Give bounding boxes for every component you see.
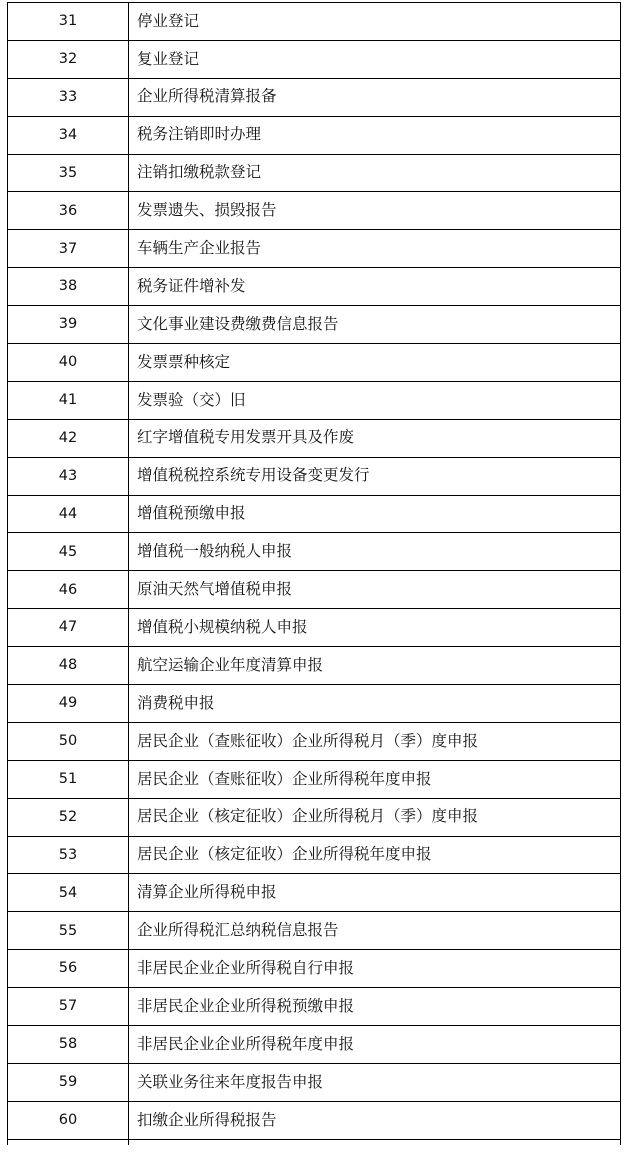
row-number: 34	[8, 116, 129, 154]
row-number: 35	[8, 154, 129, 192]
table-row	[8, 1101, 621, 1139]
row-number: 60	[8, 1101, 129, 1139]
table-row	[8, 268, 621, 306]
row-number	[8, 1139, 129, 1145]
table-row	[8, 1063, 621, 1101]
table-row	[8, 154, 621, 192]
table-row	[8, 647, 621, 685]
table-row	[8, 381, 621, 419]
table-row	[8, 116, 621, 154]
row-item-name: 企业所得税清算报备	[129, 78, 621, 116]
row-number: 37	[8, 230, 129, 268]
table-row	[8, 230, 621, 268]
row-number: 41	[8, 381, 129, 419]
row-number: 42	[8, 419, 129, 457]
row-number: 45	[8, 533, 129, 571]
row-number: 32	[8, 40, 129, 78]
row-number: 55	[8, 912, 129, 950]
row-number: 36	[8, 192, 129, 230]
table-row	[8, 685, 621, 723]
row-number: 59	[8, 1063, 129, 1101]
table-row	[8, 192, 621, 230]
row-item-name: 增值税一般纳税人申报	[129, 533, 621, 571]
table-row	[8, 344, 621, 382]
items-table	[7, 2, 621, 1145]
row-item-name: 文化事业建设费缴费信息报告	[129, 306, 621, 344]
table-row	[8, 874, 621, 912]
table-row-cut-off	[8, 1139, 621, 1145]
row-item-name: 居民企业（查账征收）企业所得税月（季）度申报	[129, 722, 621, 760]
table-row	[8, 3, 621, 41]
row-item-name: 车辆生产企业报告	[129, 230, 621, 268]
row-item-name: 关联业务往来年度报告申报	[129, 1063, 621, 1101]
row-item-name: 停业登记	[129, 3, 621, 41]
table-body	[8, 3, 621, 1146]
row-number: 43	[8, 457, 129, 495]
row-item-name: 居民企业（核定征收）企业所得税月（季）度申报	[129, 798, 621, 836]
row-number: 56	[8, 950, 129, 988]
row-item-name: 居民企业（核定征收）企业所得税年度申报	[129, 836, 621, 874]
row-number: 47	[8, 609, 129, 647]
row-number: 57	[8, 988, 129, 1026]
row-item-name: 非居民企业企业所得税年度申报	[129, 1026, 621, 1064]
table-row	[8, 78, 621, 116]
table-row	[8, 760, 621, 798]
row-item-name: 增值税小规模纳税人申报	[129, 609, 621, 647]
row-number: 58	[8, 1026, 129, 1064]
row-number: 31	[8, 3, 129, 41]
row-item-name: 航空运输企业年度清算申报	[129, 647, 621, 685]
table-row	[8, 571, 621, 609]
row-item-name: 复业登记	[129, 40, 621, 78]
row-item-name: 增值税税控系统专用设备变更发行	[129, 457, 621, 495]
row-number: 50	[8, 722, 129, 760]
row-item-name: 非居民企业企业所得税预缴申报	[129, 988, 621, 1026]
row-number: 53	[8, 836, 129, 874]
row-number: 39	[8, 306, 129, 344]
row-number: 46	[8, 571, 129, 609]
row-item-name: 发票验（交）旧	[129, 381, 621, 419]
table-row	[8, 722, 621, 760]
row-number: 54	[8, 874, 129, 912]
table-row	[8, 419, 621, 457]
table-row	[8, 495, 621, 533]
row-number: 51	[8, 760, 129, 798]
row-number: 48	[8, 647, 129, 685]
table-row	[8, 798, 621, 836]
row-item-name: 注销扣缴税款登记	[129, 154, 621, 192]
row-number: 40	[8, 344, 129, 382]
items-table-container	[7, 2, 621, 1145]
table-row	[8, 457, 621, 495]
table-row	[8, 533, 621, 571]
row-number: 44	[8, 495, 129, 533]
row-item-name: 消费税申报	[129, 685, 621, 723]
table-row	[8, 609, 621, 647]
row-item-name: 增值税预缴申报	[129, 495, 621, 533]
table-row	[8, 1026, 621, 1064]
table-row	[8, 988, 621, 1026]
row-number: 33	[8, 78, 129, 116]
row-item-name: 税务证件增补发	[129, 268, 621, 306]
row-item-name: 发票票种核定	[129, 344, 621, 382]
table-row	[8, 306, 621, 344]
row-number: 38	[8, 268, 129, 306]
table-row	[8, 836, 621, 874]
table-row	[8, 950, 621, 988]
row-item-name: 原油天然气增值税申报	[129, 571, 621, 609]
table-row	[8, 912, 621, 950]
row-item-name: 扣缴企业所得税报告	[129, 1101, 621, 1139]
row-item-name	[129, 1139, 621, 1145]
row-item-name: 企业所得税汇总纳税信息报告	[129, 912, 621, 950]
row-item-name: 清算企业所得税申报	[129, 874, 621, 912]
table-row	[8, 40, 621, 78]
row-number: 52	[8, 798, 129, 836]
row-item-name: 红字增值税专用发票开具及作废	[129, 419, 621, 457]
row-item-name: 居民企业（查账征收）企业所得税年度申报	[129, 760, 621, 798]
row-item-name: 税务注销即时办理	[129, 116, 621, 154]
row-item-name: 发票遗失、损毁报告	[129, 192, 621, 230]
row-number: 49	[8, 685, 129, 723]
row-item-name: 非居民企业企业所得税自行申报	[129, 950, 621, 988]
